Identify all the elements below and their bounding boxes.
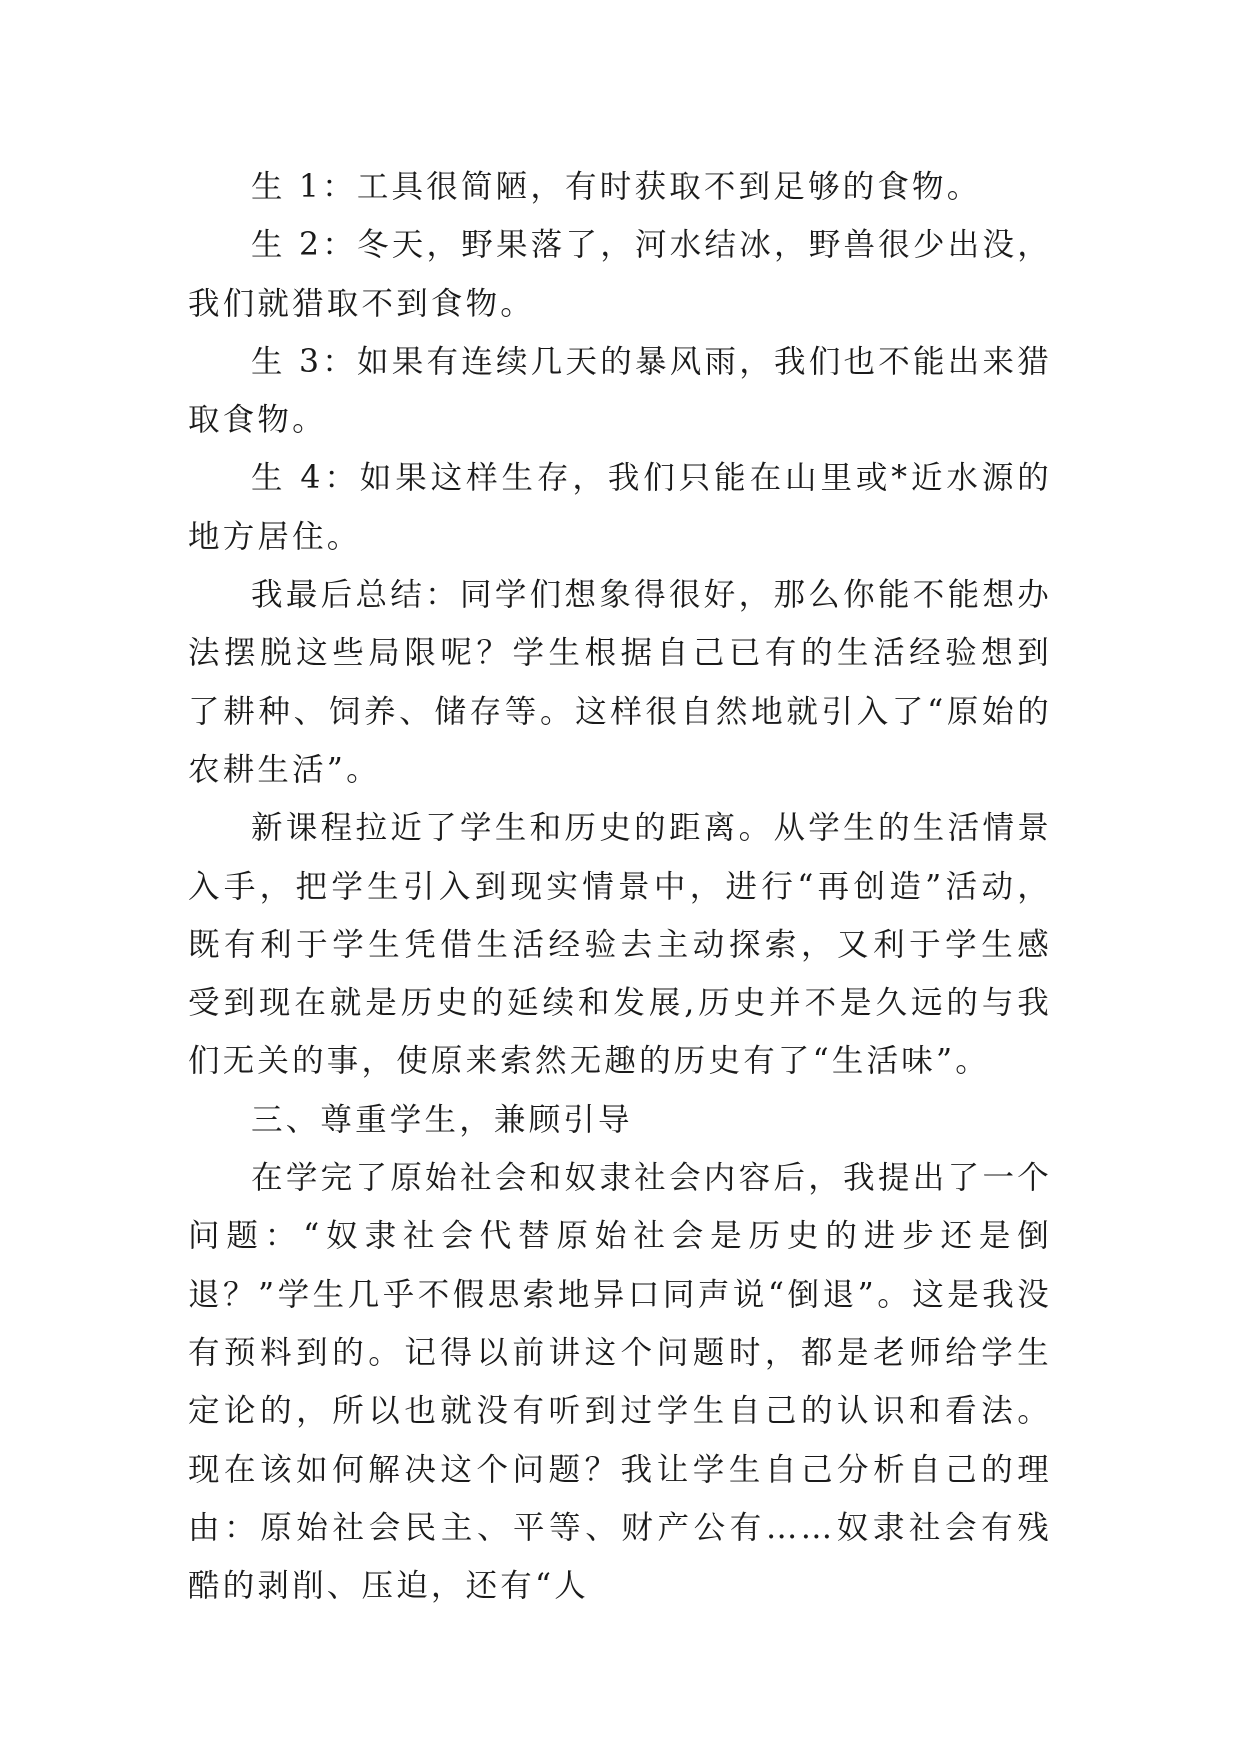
body-text (188, 158, 1052, 1615)
paragraph-student-3: 生 3：如果有连续几天的暴风雨，我们也不能出来猎取食物。 (188, 343, 1052, 439)
paragraph-summary: 我最后总结：同学们想象得很好，那么你能不能想办法摆脱这些局限呢？学生根据自己已有的生活经验想到了耕种、饲养、储存等。这样很自然地就引入了“原始的农耕生活”。 (188, 577, 1052, 788)
section-heading: 三、尊重学生，兼顾引导 (251, 1101, 633, 1138)
paragraph-student-4: 生 4：如果这样生存，我们只能在山里或*近水源的地方居住。 (188, 460, 1052, 555)
paragraph-new-curriculum: 新课程拉近了学生和历史的距离。从学生的生活情景入手，把学生引入到现实情景中，进行“再创造”活动，既有利于学生凭借生活经验去主动探索，又利于学生感受到现在就是历史的延续和发展,历史并不是久远的与我们无关的事，使原来索然无趣的历史有了“生活味”。 (188, 810, 1052, 1080)
paragraph-student-1: 生 1：工具很简陋，有时获取不到足够的食物。 (251, 169, 982, 205)
paragraph-slave-society: 在学完了原始社会和奴隶社会内容后，我提出了一个问题：“奴隶社会代替原始社会是历史的进步还是倒退？”学生几乎不假思索地异口同声说“倒退”。这是我没有预料到的。记得以前讲这个问题时，都是老师给学生定论的，所以也就没有听到过学生自己的认识和看法。现在该如何解决这个问题？我让学生自己分析自己的理由：原始社会民主、平等、财产公有……奴隶社会有残酷的剥削、压迫，还有“人 (188, 1160, 1052, 1605)
paragraph-student-2: 生 2：冬天，野果落了，河水结冰，野兽很少出没，我们就猎取不到食物。 (188, 227, 1052, 322)
